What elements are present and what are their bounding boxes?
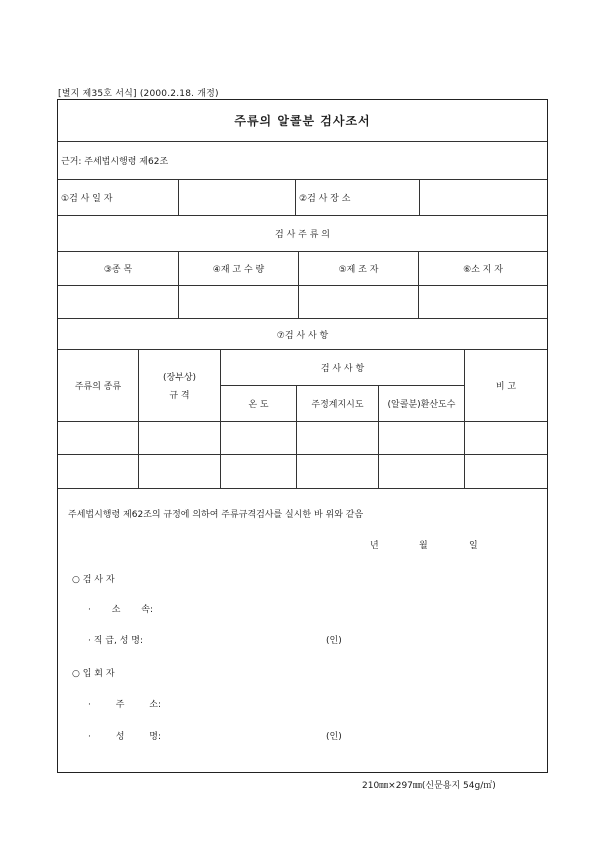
items-header-row (58, 350, 547, 422)
date-year: 년 (370, 541, 379, 551)
item-temp-cell[interactable] (220, 455, 296, 488)
holder-value[interactable] (418, 286, 547, 318)
col-holder: ⑥소 지 자 (418, 252, 547, 285)
col-spec-bottom: 규 격 (169, 391, 190, 401)
col-spec-top: (장부상) (162, 373, 197, 383)
basis-row (58, 142, 547, 180)
legal-basis: 근거: 주세법시행령 제62조 (61, 157, 169, 167)
col-note: 비 고 (464, 350, 547, 421)
stock-quantity-value[interactable] (178, 286, 298, 318)
form-number-note: [별지 제35호 서식] (2000.2.18. 개정) (58, 89, 219, 99)
item-note-cell[interactable] (464, 455, 547, 488)
col-manufacturer: ⑤제 조 자 (298, 252, 418, 285)
inspection-place-label: ②검 사 장 소 (295, 180, 419, 215)
item-type-cell[interactable] (58, 422, 138, 454)
kind-value[interactable] (58, 286, 178, 318)
liquor-data-row (58, 286, 547, 319)
date-month: 월 (419, 541, 428, 551)
item-density-cell[interactable] (296, 422, 378, 454)
col-density: 주정계지시도 (296, 386, 378, 421)
liquor-section-row (58, 216, 547, 252)
witness-seal: (인) (326, 732, 342, 742)
witness-name-label: · 성 명: (88, 732, 162, 742)
paper-spec-note: 210㎜×297㎜(신문용지 54g/㎡) (362, 781, 496, 791)
inspector-rank-name-label: · 직 급, 성 명: (88, 636, 143, 646)
col-liquor-type: 주류의 종류 (74, 382, 122, 392)
inspection-date-value[interactable] (178, 180, 295, 215)
item-spec-cell[interactable] (138, 455, 220, 488)
statement-area (58, 489, 547, 772)
item-temp-cell[interactable] (220, 422, 296, 454)
witness-address-label: · 주 소: (88, 700, 162, 710)
liquor-columns-row (58, 252, 547, 286)
item-type-cell[interactable] (58, 455, 138, 488)
col-stock-quantity: ④재 고 수 량 (178, 252, 298, 285)
item-note-cell[interactable] (464, 422, 547, 454)
item-alcohol-cell[interactable] (378, 455, 464, 488)
form-title: 주류의 알콜분 검사조서 (234, 114, 371, 128)
manufacturer-value[interactable] (298, 286, 418, 318)
items-data-row-2 (58, 455, 547, 489)
date-day: 일 (469, 541, 478, 551)
col-alcohol: (알콜분)환산도수 (378, 386, 464, 421)
inspection-form (57, 99, 548, 773)
inspector-affiliation-label: · 소 속: (88, 605, 154, 615)
item-density-cell[interactable] (296, 455, 378, 488)
group-header: 검 사 사 항 (220, 350, 464, 385)
items-section-label: ⑦검 사 사 항 (276, 330, 329, 341)
title-row (58, 100, 547, 142)
item-alcohol-cell[interactable] (378, 422, 464, 454)
col-temperature: 온 도 (220, 386, 296, 421)
col-spec (138, 350, 220, 421)
inspection-date-label: ①검 사 일 자 (61, 194, 113, 204)
inspector-seal: (인) (326, 636, 342, 646)
inspection-place-value[interactable] (419, 180, 547, 215)
statement-text: 주세법시행령 제62조의 규정에 의하여 주류규격검사를 실시한 바 위와 같음 (68, 510, 364, 520)
item-spec-cell[interactable] (138, 422, 220, 454)
liquor-section-label: 검 사 주 류 의 (275, 230, 330, 240)
items-data-row-1 (58, 422, 547, 455)
inspector-heading: ○ 검 사 자 (72, 575, 115, 585)
date-place-row (58, 180, 547, 216)
items-section-row (58, 319, 547, 350)
witness-heading: ○ 입 회 자 (72, 669, 115, 679)
col-kind: ③종 목 (103, 265, 133, 275)
